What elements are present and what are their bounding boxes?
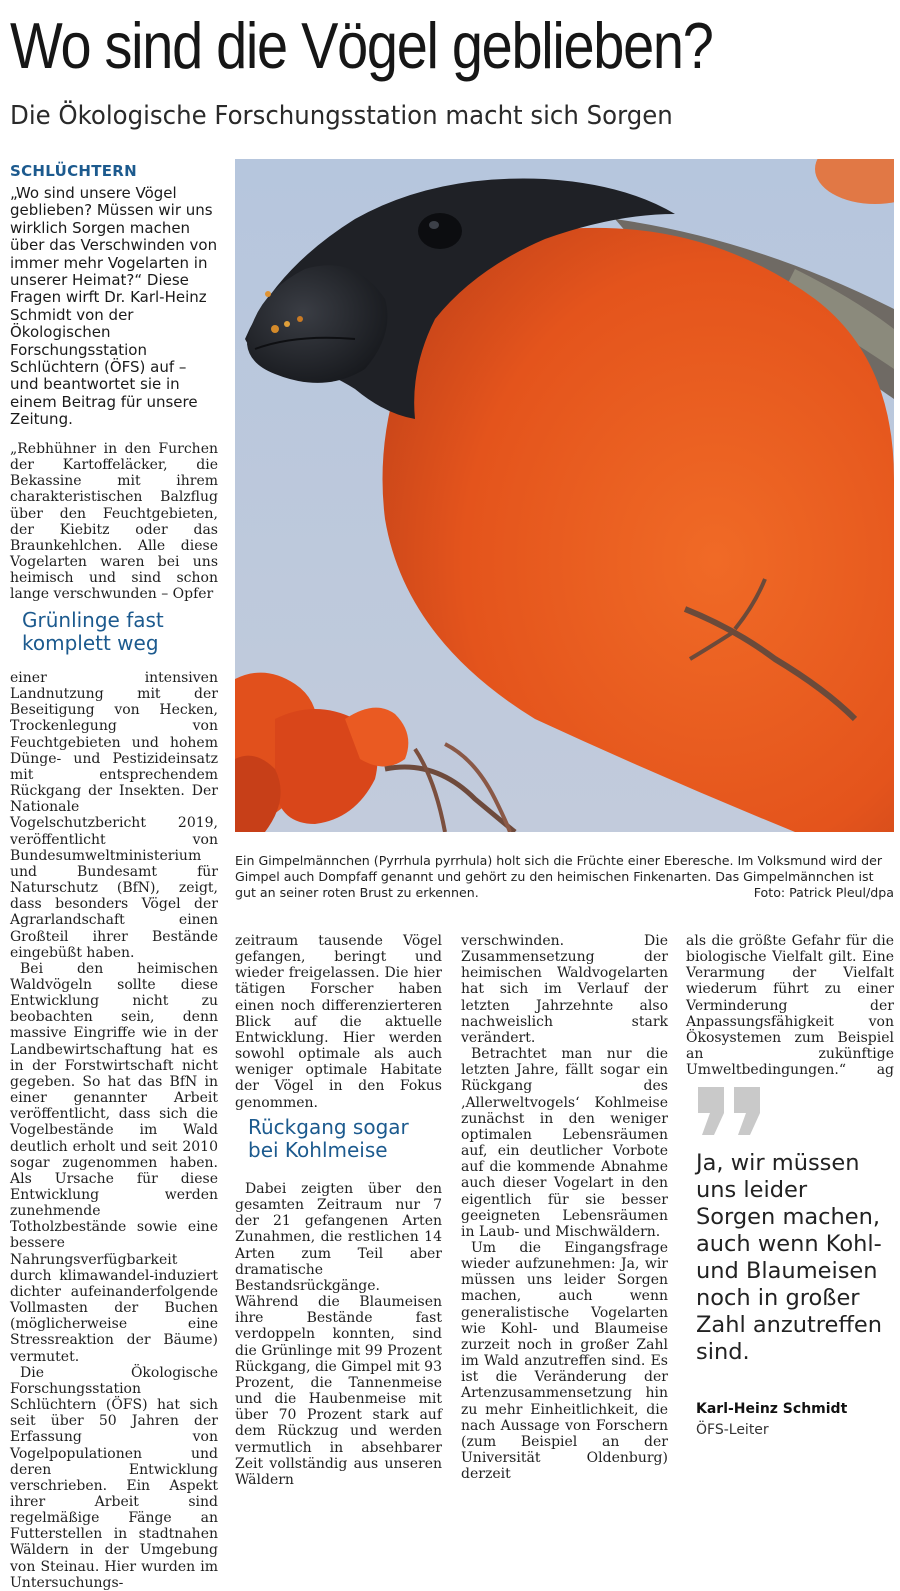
photo-caption (235, 853, 894, 901)
pull-quote: Ja, wir müssen uns leider Sorgen machen, auch wenn Kohl- und Blaumeisen noch in großer Zahl anzutreffen sind. (696, 1150, 883, 1365)
body-paragraph: Betrachtet man nur die letzten Jahre, fällt sogar ein Rückgang des ‚Allerweltvogels‘ Kohlmeise zunächst in den weniger optimalen Lebensräumen auf, ein deutlicher Vorbote auf die kommende Abnahme auch dieser Vogelart in den eigentlich für sie besser geeigneten Lebensräumen in Laub- und Mischwäldern. (461, 1046, 668, 1240)
closing-text: als die größte Gefahr für die biologische Vielfalt gilt. Eine Verarmung der Vielfalt wiederum führt zu einer Verminderung der Anpassungsfähigkeit von Ökosystemen zum Beispiel an zukünftige Umweltbedingungen.“ (686, 933, 894, 1079)
column-1-bottom (10, 670, 218, 1591)
body-paragraph: zeitraum tausende Vögel gefangen, beringt und wieder freigelassen. Die hier tätigen Forscher haben einen noch differenzierteren Blick auf die aktuelle Entwicklung. Hier werden sowohl optimale als auch weniger optimale Habitate der Vögel in den Fokus genommen. (235, 933, 442, 1111)
column-2-top (235, 933, 442, 1111)
subheading-gruenlinge: Grünlinge fast komplett weg (22, 608, 164, 655)
subheading-kohlmeise: Rückgang sogar bei Kohlmeise (248, 1115, 409, 1162)
lead-paragraph (10, 185, 218, 430)
body-paragraph: einer intensiven Landnutzung mit der Beseitigung von Hecken, Trockenlegung von Feuchtgebieten und hohem Dünge- und Pestizideinsatz mit entsprechendem Rückgang der Insekten. Der Nationale Vogelschutzbericht 2019, veröffentlicht von Bundesumweltministerium und Bundesamt für Naturschutz (BfN), zeigt, dass besonders Vögel der Agrarlandschaft einen Großteil ihrer Bestände eingebüßt haben. (10, 670, 218, 961)
quote-author: Karl-Heinz Schmidt (696, 1401, 848, 1417)
photo-credit: Foto: Patrick Pleul/dpa (753, 885, 894, 900)
column-4 (686, 933, 894, 1079)
column-1-top (10, 441, 218, 603)
dateline: SCHLÜCHTERN (10, 162, 138, 180)
lead-text: „Wo sind unsere Vögel geblieben? Müssen wir uns wirklich Sorgen machen über das Verschwinden von immer mehr Vogelarten in unserer Heimat?“ Diese Fragen wirft Dr. Karl-Heinz Schmidt von der Ökologischen Forschungsstation Schlüchtern (ÖFS) auf – und beantwortet sie in einem Beitrag für unsere Zeitung. (10, 184, 218, 429)
body-paragraph (686, 933, 894, 1078)
body-paragraph: Dabei zeigten über den gesamten Zeitraum nur 7 der 21 gefangenen Arten Zunahmen, die restlichen 14 Arten zum Teil aber dramatische Bestandsrückgänge. Während die Blaumeisen ihre Bestände fast verdoppeln konnten, sind die Grünlinge mit 99 Prozent Rückgang, die Gimpel mit 93 Prozent, die Tannenmeise und die Haubenmeise mit über 70 Prozent stark auf dem Rückzug und werden vermutlich in absehbarer Zeit vollständig aus unseren Wäldern (235, 1181, 442, 1488)
caption-text: Ein Gimpelmännchen (Pyrrhula pyrrhula) holt sich die Früchte einer Eberesche. Im Volksmund wird der Gimpel auch Dompfaff genannt und gehört zu den heimischen Finkenarten. Das Gimpelmännchen ist gut an seiner roten Brust zu erkennen. (235, 853, 883, 900)
quote-role: ÖFS-Leiter (696, 1422, 769, 1438)
bullfinch-photo (235, 159, 894, 832)
bullfinch-illustration (235, 159, 894, 832)
headline: Wo sind die Vögel geblieben? (10, 9, 713, 82)
body-paragraph: verschwinden. Die Zusammensetzung der heimischen Waldvogelarten hat sich im Verlauf der letzten Jahrzehnte also nachweislich stark verändert. (461, 933, 668, 1046)
body-paragraph: Bei den heimischen Waldvögeln sollte diese Entwicklung nicht zu beobachten sein, denn massive Eingriffe wie in der Landbewirtschaftung hat es in der Forstwirtschaft nicht gegeben. So hat das BfN in einer genannter Arbeit veröffentlicht, dass sich die Vogelbestände im Wald deutlich erholt und seit 2010 sogar zugenommen haben. Als Ursache für diese Entwicklung werden zunehmende Totholzbestände sowie eine bessere Nahrungsverfügbarkeit durch klimawandel-induziert dichter aufeinanderfolgende Vollmasten der Buchen (möglicherweise eine Stressreaktion der Bäume) vermutet. (10, 960, 218, 1365)
body-paragraph: Die Ökologische Forschungsstation Schlüchtern (ÖFS) hat sich seit über 50 Jahren der Erfassung von Vogelpopulationen und deren Entwicklung verschrieben. Ein Aspekt ihrer Arbeit sind regelmäßige Fänge an Futterstellen in stadtnahen Wäldern in der Umgebung von Steinau. Hier wurden im Untersuchungs- (10, 1364, 218, 1591)
column-3 (461, 933, 668, 1483)
subheadline: Die Ökologische Forschungsstation macht sich Sorgen (10, 101, 673, 131)
quote-mark-icon (694, 1083, 766, 1139)
body-paragraph: Um die Eingangsfrage wieder aufzunehmen: Ja, wir müssen uns leider Sorgen machen, auch wenn generalistische Vogelarten wie Kohl- und Blaumeise zurzeit noch in großer Zahl im Wald anzutreffen sind. Es ist die Veränderung der Artenzusammensetzung hin zu mehr Einheitlichkeit, die nach Aussage von Forschern (zum Beispiel an der Universität Oldenburg) derzeit (461, 1239, 668, 1483)
column-2-bottom (235, 1181, 442, 1488)
author-signature: ag (876, 1062, 894, 1079)
body-paragraph: „Rebhühner in den Furchen der Kartoffeläcker, die Bekassine mit ihrem charakteristischen Balzflug über den Feuchtgebieten, der Kiebitz oder das Braunkehlchen. Alle diese Vogelarten waren bei uns heimisch und sind schon lange verschwunden – Opfer (10, 441, 218, 603)
